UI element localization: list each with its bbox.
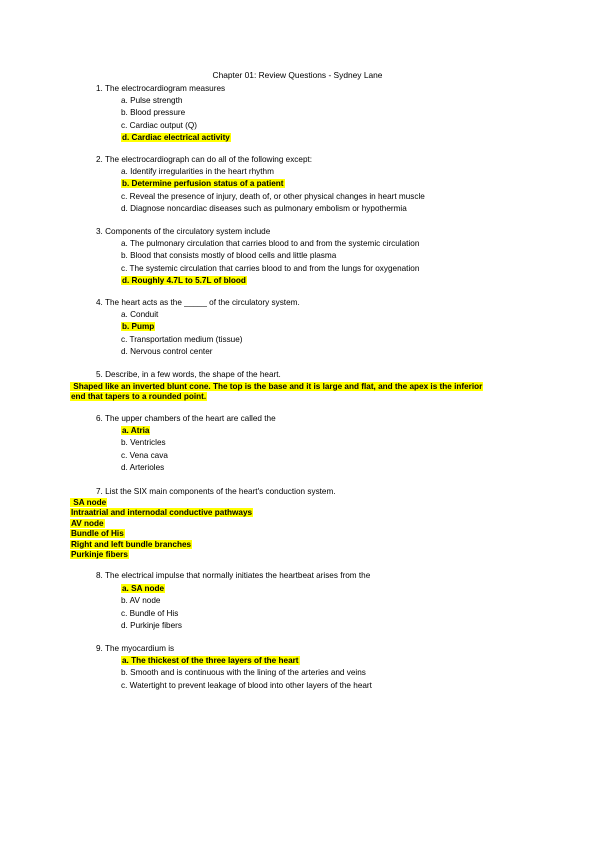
question-4-options [121, 309, 243, 359]
question-7-answers [70, 498, 253, 560]
q1-option-a: a. Pulse strength [121, 96, 183, 105]
q7-answer-item: SA node [71, 498, 107, 507]
page-title: Chapter 01: Review Questions - Sydney Lane [212, 70, 383, 80]
q1-option-b: b. Blood pressure [121, 108, 186, 118]
question-9: 9. The myocardium is [96, 644, 175, 653]
question-8-options [121, 583, 182, 633]
q6-option-c: c. Vena cava [121, 450, 168, 460]
question-1-options [121, 95, 231, 145]
question-6: 6. The upper chambers of the heart are called the [96, 414, 276, 423]
q8-option-b: b. AV node [121, 596, 161, 606]
q2-option-d: d. Diagnose noncardiac diseases such as pulmonary embolism or hypothermia [121, 204, 407, 214]
q4-option-d: d. Nervous control center [121, 347, 213, 357]
q3-option-a: a. The pulmonary circulation that carries blood to and from the systemic circulation [121, 239, 420, 248]
question-2: 2. The electrocardiograph can do all of the following except: [96, 155, 313, 164]
question-4: 4. The heart acts as the _____ of the circulatory system. [96, 298, 300, 307]
question-3-options [121, 238, 419, 288]
question-8: 8. The electrical impulse that normally initiates the heartbeat arises from the [96, 571, 371, 580]
q2-option-a: a. Identify irregularities in the heart rhythm [121, 167, 274, 176]
q4-option-a: a. Conduit [121, 310, 159, 319]
q9-option-a-answer: a. The thickest of the three layers of the heart [122, 656, 299, 665]
question-3: 3. Components of the circulatory system include [96, 227, 271, 236]
q7-answer-item: Intraatrial and internodal conductive pathways [71, 508, 253, 518]
question-2-options [121, 166, 425, 216]
question-5-answer: Shaped like an inverted blunt cone. The top is the base and it is large and flat, and the apex is the inferior end that tapers to a rounded point. [71, 382, 483, 402]
q4-option-b-answer: b. Pump [122, 322, 155, 332]
q7-answer-item: AV node [71, 518, 104, 528]
q8-option-a-answer: a. SA node [122, 584, 165, 593]
question-6-options [121, 425, 168, 475]
q2-option-c: c. Reveal the presence of injury, death of, or other physical changes in heart muscle [121, 191, 425, 201]
question-1: 1. The electrocardiogram measures [96, 84, 226, 93]
q7-answer-item: Bundle of His [71, 529, 124, 539]
q6-option-d: d. Arterioles [121, 463, 165, 473]
q8-option-d: d. Purkinje fibers [121, 621, 182, 631]
q8-option-c: c. Bundle of His [121, 608, 179, 618]
q6-option-a-answer: a. Atria [122, 426, 150, 435]
q9-option-b: b. Smooth and is continuous with the lining of the arteries and veins [121, 668, 366, 678]
q4-option-c: c. Transportation medium (tissue) [121, 334, 243, 344]
question-5: 5. Describe, in a few words, the shape of the heart. [96, 370, 281, 379]
question-9-options [121, 655, 372, 692]
question-7: 7. List the SIX main components of the heart's conduction system. [96, 487, 336, 496]
q3-option-b: b. Blood that consists mostly of blood cells and little plasma [121, 251, 337, 261]
q7-answer-item: Right and left bundle branches [71, 539, 192, 549]
q1-option-d-answer: d. Cardiac electrical activity [122, 133, 230, 143]
q3-option-c: c. The systemic circulation that carries blood to and from the lungs for oxygenation [121, 263, 420, 273]
q2-option-b-answer: b. Determine perfusion status of a patient [122, 179, 284, 189]
q7-answer-item: Purkinje fibers [71, 550, 128, 560]
q1-option-c: c. Cardiac output (Q) [121, 120, 197, 130]
q6-option-b: b. Ventricles [121, 438, 166, 448]
q9-option-c: c. Watertight to prevent leakage of blood into other layers of the heart [121, 680, 372, 690]
q3-option-d-answer: d. Roughly 4.7L to 5.7L of blood [122, 276, 246, 286]
